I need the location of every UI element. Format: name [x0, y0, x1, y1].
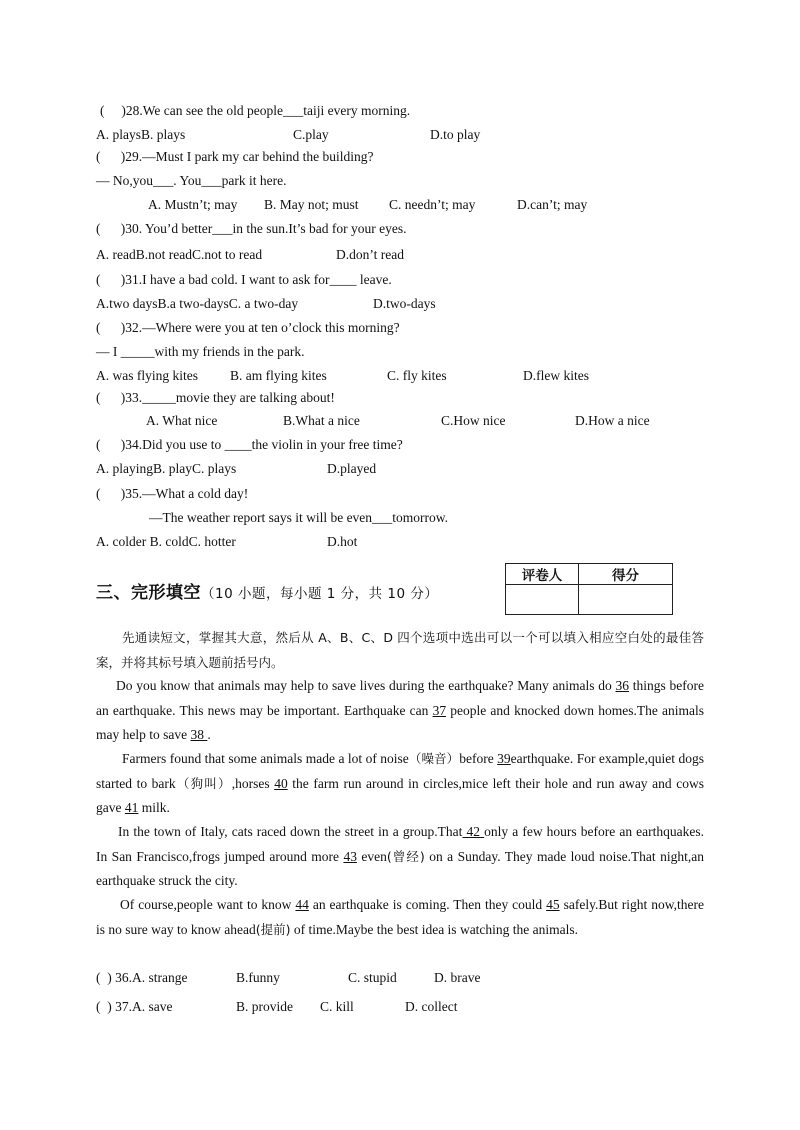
cloze-question-37-option-b: B. provide [236, 999, 293, 1014]
gloss-noise: （噪音） [408, 751, 460, 766]
question-32-stem-2: — I _____with my friends in the park. [96, 344, 305, 359]
question-32-option-d: D.flew kites [523, 368, 589, 383]
question-34-option-d: D.played [327, 461, 377, 476]
question-35-stem: ( )35.—What a cold day! [96, 486, 249, 501]
question-32-option-a: A. was flying kites [96, 368, 198, 383]
gloss-ahead: (提前) [255, 921, 291, 937]
question-28-option-ab: A. playsB. plays [96, 127, 186, 142]
cloze-instruction: 先通读短文，掌握其大意，然后从 A、B、C、D 四个选项中选出可以一个可以填入相应空白处的最佳答案，并将其标号填入题前括号内。 [96, 630, 704, 670]
question-29-option-c: C. needn’t; may [389, 197, 476, 212]
score-table [505, 563, 673, 615]
question-29-option-d: D.can’t; may [517, 197, 588, 212]
grader-cell[interactable] [506, 585, 579, 615]
cloze-question-37: ( ) 37.A. save [96, 999, 173, 1014]
blank-41: 41 [124, 800, 139, 815]
question-35-option-abc: A. colder B. coldC. hotter [96, 534, 236, 549]
grader-header: 评卷人 [506, 564, 579, 585]
score-header: 得分 [579, 564, 673, 585]
question-31-option-d: D.two-days [373, 296, 436, 311]
section-3-heading [96, 578, 438, 603]
gloss-once: (曾经) [386, 848, 425, 864]
question-32-stem: ( )32.—Where were you at ten o’clock this morning? [96, 320, 400, 335]
question-29-option-a: A. Mustn’t; may [148, 197, 238, 212]
question-29-stem: ( )29.—Must I park my car behind the building? [96, 149, 374, 164]
section-3-subtitle: （10 小题，每小题 1 分，共 10 分） [201, 586, 439, 602]
question-33-option-a: A. What nice [146, 413, 218, 428]
blank-39: 39 [497, 751, 511, 766]
question-28-option-d: D.to play [430, 127, 481, 142]
section-3-title: 三、完形填空 [96, 583, 201, 603]
blank-42: 42 [462, 824, 485, 839]
question-30-stem: ( )30. You’d better___in the sun.It’s bad for your eyes. [96, 221, 407, 236]
question-28-option-c: C.play [293, 127, 329, 142]
question-33-stem: ( )33._____movie they are talking about! [96, 390, 335, 405]
question-29-option-b: B. May not; must [264, 197, 359, 212]
passage-paragraph-3: In the town of Italy, cats raced down the street in a group.That 42 only a few hours before an earthquakes. In San Francisco,frogs jumped around more 43 even(曾经) on a Sunday. They made loud noise.That night,an earthquake struck the city. [96, 824, 705, 888]
question-32-option-b: B. am flying kites [230, 368, 327, 383]
cloze-question-36-option-c: C. stupid [348, 970, 397, 985]
question-28-stem: ( )28.We can see the old people___taiji every morning. [100, 103, 411, 118]
blank-38: 38 [190, 727, 208, 742]
score-cell[interactable] [579, 585, 673, 615]
cloze-question-36-option-d: D. brave [434, 970, 481, 985]
question-30-option-abc: A. readB.not readC.not to read [96, 247, 263, 262]
question-34-stem: ( )34.Did you use to ____the violin in your free time? [96, 437, 403, 452]
cloze-question-37-option-c: C. kill [320, 999, 354, 1014]
question-33-option-d: D.How a nice [575, 413, 650, 428]
question-31-stem: ( )31.I have a bad cold. I want to ask for____ leave. [96, 272, 392, 287]
question-34-option-abc: A. playingB. playC. plays [96, 461, 237, 476]
blank-40: 40 [274, 775, 288, 791]
cloze-question-36-option-b: B.funny [236, 970, 280, 985]
passage-paragraph-1: Do you know that animals may help to save lives during the earthquake? Many animals do 36 things before an earthquake. This news may be important. Earthquake can 37 people and knocked down homes.The animals may help to save 38 . [96, 678, 705, 742]
passage-paragraph-2: Farmers found that some animals made a lot of noise（噪音）before 39earthquake. For example,quiet dogs started to bark（狗叫）,horses 40 the farm run around in circles,mice left their hole and run away and cows gave 41 milk. [96, 751, 704, 815]
question-29-stem-2: — No,you___. You___park it here. [96, 173, 287, 188]
question-33-option-c: C.How nice [441, 413, 506, 428]
question-33-option-b: B.What a nice [283, 413, 360, 428]
question-31-option-abc: A.two daysB.a two-daysC. a two-day [96, 296, 299, 311]
blank-45: 45 [546, 897, 560, 912]
cloze-question-37-option-d: D. collect [405, 999, 458, 1014]
passage-paragraph-4: Of course,people want to know 44 an earthquake is coming. Then they could 45 safely.But right now,there is no sure way to know ahead(提前) of time.Maybe the best idea is watching the animals. [96, 897, 704, 937]
question-30-option-d: D.don’t read [336, 247, 404, 262]
blank-36: 36 [615, 678, 629, 693]
blank-43: 43 [343, 848, 357, 864]
cloze-question-36: ( ) 36.A. strange [96, 970, 188, 985]
question-35-option-d: D.hot [327, 534, 358, 549]
gloss-bark: （狗叫） [175, 775, 232, 791]
blank-44: 44 [295, 897, 309, 912]
question-32-option-c: C. fly kites [387, 368, 447, 383]
blank-37: 37 [432, 702, 447, 718]
question-35-stem-2: —The weather report says it will be even___tomorrow. [149, 510, 449, 525]
